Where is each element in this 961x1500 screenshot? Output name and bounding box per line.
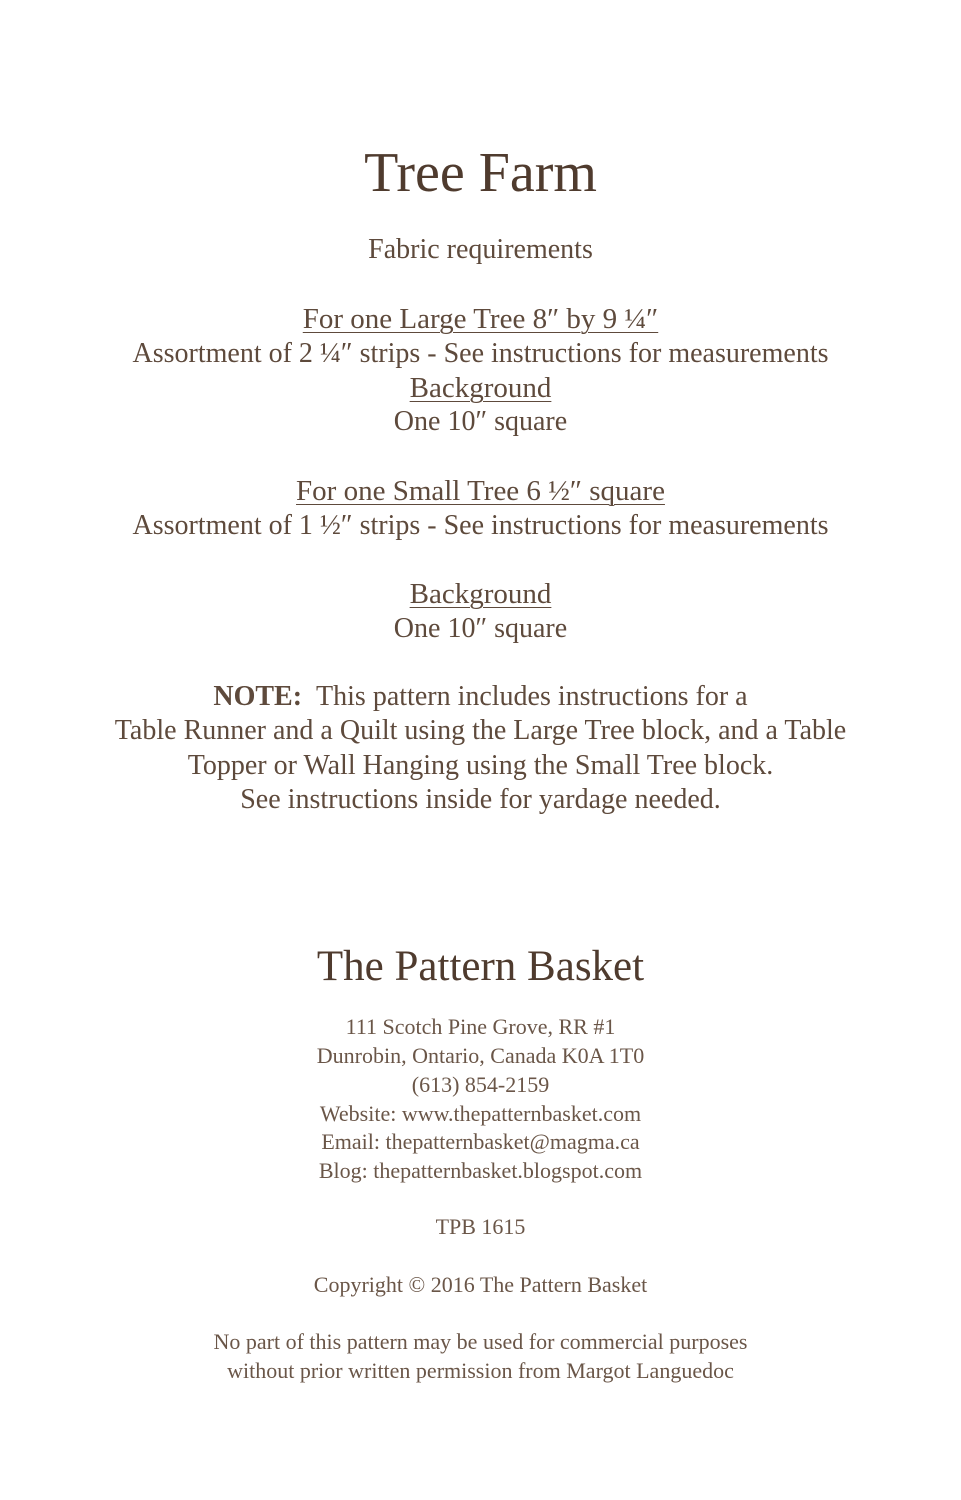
copyright-notice: Copyright © 2016 The Pattern Basket (313, 1272, 648, 1297)
small-tree-background-value: One 10″ square (393, 613, 568, 644)
small-tree-strips: Assortment of 1 ½″ strips - See instructions for measurements (132, 510, 829, 541)
publisher-address-1: 111 Scotch Pine Grove, RR #1 (345, 1014, 616, 1039)
publisher-email: Email: thepatternbasket@magma.ca (321, 1129, 640, 1154)
note-line-3: Topper or Wall Hanging using the Small Tree block. (187, 750, 774, 781)
note-line-1 (0, 683, 961, 711)
publisher-name: The Pattern Basket (316, 943, 645, 990)
publisher-phone: (613) 854-2159 (411, 1072, 550, 1097)
note-text-1: This pattern includes instructions for a (316, 681, 748, 712)
note-line-2: Table Runner and a Quilt using the Large Tree block, and a Table (114, 715, 847, 746)
large-tree-heading: For one Large Tree 8″ by 9 ¼″ (302, 303, 659, 335)
large-tree-background-heading: Background (409, 372, 552, 404)
note-label: NOTE: (213, 681, 303, 712)
large-tree-strips: Assortment of 2 ¼″ strips - See instructions for measurements (132, 338, 829, 369)
publisher-address-2: Dunrobin, Ontario, Canada K0A 1T0 (316, 1043, 645, 1068)
page-title: Tree Farm (364, 142, 597, 204)
disclaimer-line-1: No part of this pattern may be used for commercial purposes (213, 1329, 748, 1354)
page-subtitle: Fabric requirements (368, 234, 593, 265)
disclaimer-line-2: without prior written permission from Margot Languedoc (227, 1358, 734, 1383)
pattern-number: TPB 1615 (435, 1214, 526, 1239)
small-tree-heading: For one Small Tree 6 ½″ square (296, 475, 665, 507)
small-tree-background-heading: Background (409, 578, 552, 610)
large-tree-background-value: One 10″ square (393, 406, 568, 437)
note-line-4: See instructions inside for yardage needed. (240, 784, 721, 815)
publisher-blog: Blog: thepatternbasket.blogspot.com (318, 1158, 643, 1183)
publisher-website: Website: www.thepatternbasket.com (319, 1101, 642, 1126)
